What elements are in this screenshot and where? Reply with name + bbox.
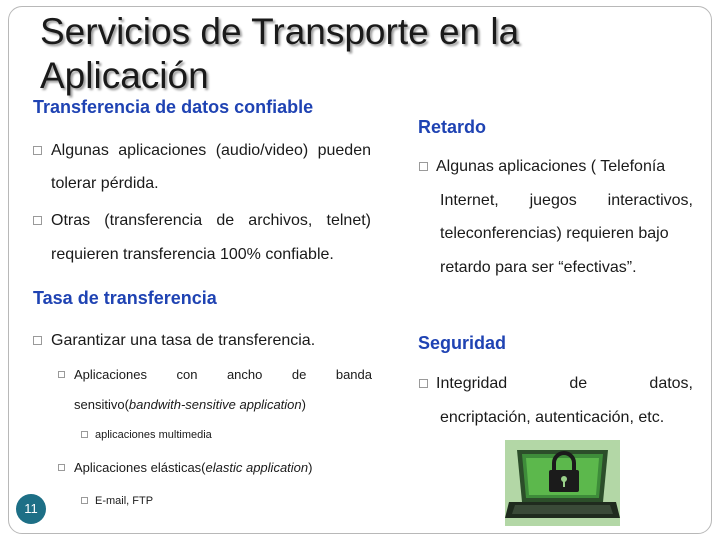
page-title xyxy=(40,10,600,98)
sub-item-bandwidth-paren: ) xyxy=(301,397,306,412)
sub-item-elastic-text: Aplicaciones elásticas( xyxy=(74,460,206,475)
delay-line4: retardo para ser “efectivas”. xyxy=(440,259,637,276)
title-line-2: Aplicación xyxy=(40,55,209,96)
bullet-icon xyxy=(33,216,42,225)
security-line2: encriptación, autenticación, etc. xyxy=(440,409,665,426)
sub-item-bandwidth-english: bandwith-sensitive application xyxy=(128,397,302,412)
sub-item-elastic-paren: ) xyxy=(308,460,313,475)
bullet-icon xyxy=(81,497,88,504)
item-guarantee-rate: Garantizar una tasa de transferencia. xyxy=(51,332,316,349)
page-number-badge: 11 xyxy=(16,494,46,524)
sub-item-bandwidth-line2 xyxy=(74,396,306,414)
heading-reliable-transfer: Transferencia de datos confiable xyxy=(33,97,314,117)
bullet-icon xyxy=(81,431,88,438)
delay-line2: Internet, juegos interactivos, xyxy=(440,192,693,209)
sub-sub-item-multimedia: aplicaciones multimedia xyxy=(95,429,212,441)
delay-line1: Algunas aplicaciones ( Telefonía xyxy=(436,158,666,175)
bullet-icon xyxy=(58,371,65,378)
bullet-icon xyxy=(33,146,42,155)
heading-throughput: Tasa de transferencia xyxy=(33,288,217,308)
item-files-telnet-line1: Otras (transferencia de archivos, telnet) xyxy=(51,212,371,229)
delay-line3: teleconferencias) requieren bajo xyxy=(440,225,669,242)
heading-delay: Retardo xyxy=(418,117,487,137)
item-audio-video-line1: Algunas aplicaciones (audio/video) pueden xyxy=(51,142,371,159)
sub-item-elastic xyxy=(74,459,312,477)
bullet-icon xyxy=(58,464,65,471)
sub-item-bandwidth-text: sensitivo( xyxy=(74,397,129,412)
security-line1: Integridad de datos, xyxy=(436,375,693,392)
sub-sub-item-email-ftp: E-mail, FTP xyxy=(95,495,154,507)
item-files-telnet-line2: requieren transferencia 100% confiable. xyxy=(51,246,334,263)
sub-item-bandwidth-line1: Aplicaciones con ancho de banda xyxy=(74,367,372,382)
bullet-icon xyxy=(419,379,428,388)
bullet-icon xyxy=(33,336,42,345)
item-audio-video-line2: tolerar pérdida. xyxy=(51,175,159,192)
heading-security: Seguridad xyxy=(418,333,507,353)
bullet-icon xyxy=(419,162,428,171)
sub-item-elastic-english: elastic application xyxy=(205,460,309,475)
padlock-laptop-icon xyxy=(505,440,620,526)
title-line-1: Servicios de Transporte en la xyxy=(40,11,520,52)
